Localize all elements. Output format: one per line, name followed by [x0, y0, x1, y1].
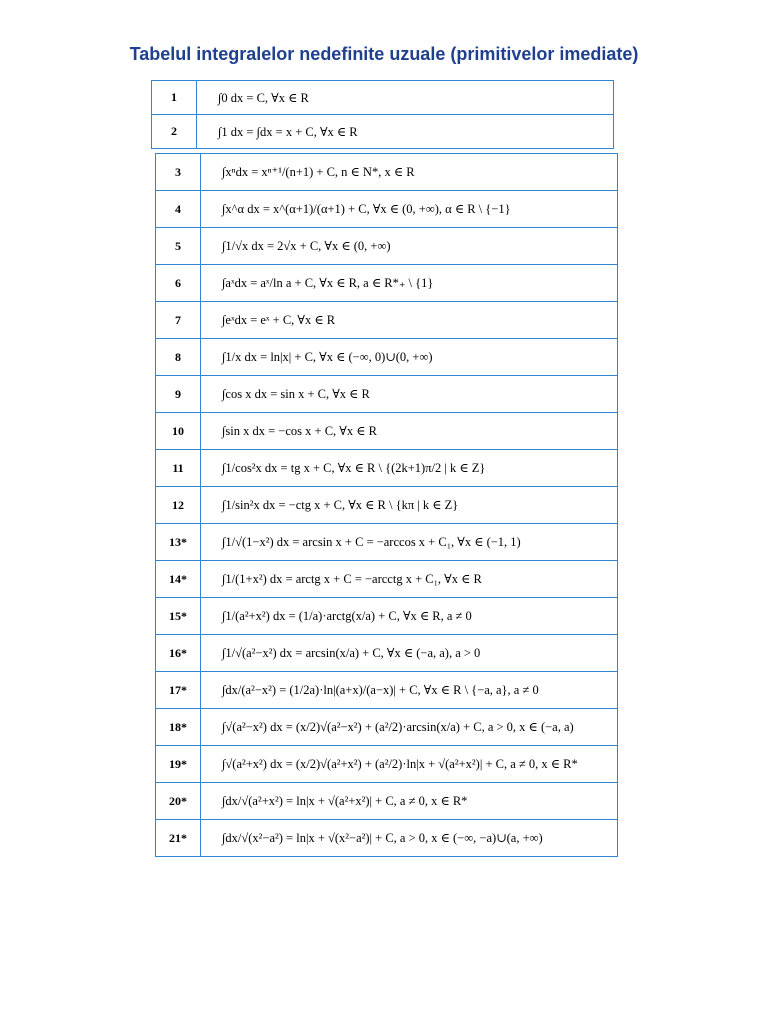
row-number: 19*: [156, 746, 201, 783]
table-row: [156, 635, 618, 672]
table-row: [156, 450, 618, 487]
formula-text: ∫eˣdx = eˣ + C, ∀x ∈ R: [222, 313, 336, 327]
formula-text: ∫1/√(a²−x²) dx = arcsin(x/a) + C, ∀x ∈ (−a, a), a > 0: [222, 646, 481, 660]
integral-formula: [201, 265, 618, 302]
row-number: 8: [156, 339, 201, 376]
integral-formula: [201, 783, 618, 820]
table-row: [156, 783, 618, 820]
integral-formula: [201, 672, 618, 709]
table-row: [156, 672, 618, 709]
row-number: 3: [156, 154, 201, 191]
integral-formula: [201, 450, 618, 487]
integral-formula: [201, 376, 618, 413]
table-row: [156, 524, 618, 561]
row-number: 14*: [156, 561, 201, 598]
row-number: 15*: [156, 598, 201, 635]
formula-text: ∫dx/√(x²−a²) = ln|x + √(x²−a²)| + C, a > 0, x ∈ (−∞, −a)∪(a, +∞): [222, 831, 543, 845]
row-number: 17*: [156, 672, 201, 709]
table-row: [156, 302, 618, 339]
formula-text: ∫√(a²+x²) dx = (x/2)√(a²+x²) + (a²/2)·ln|x + √(a²+x²)| + C, a ≠ 0, x ∈ R*: [222, 757, 578, 771]
formula-text: ∫1/cos²x dx = tg x + C, ∀x ∈ R \ {(2k+1)π/2 | k ∈ Z}: [222, 461, 486, 475]
row-number: 2: [152, 115, 197, 149]
integral-formula: [201, 154, 618, 191]
formula-text: ∫0 dx = C, ∀x ∈ R: [218, 90, 309, 105]
formula-text: ∫1/x dx = ln|x| + C, ∀x ∈ (−∞, 0)∪(0, +∞): [222, 350, 433, 364]
row-number: 13*: [156, 524, 201, 561]
integrals-table-main: [155, 153, 618, 857]
formula-text: ∫aˣdx = aˣ/ln a + C, ∀x ∈ R, a ∈ R*₊ \ {1}: [222, 276, 434, 290]
integral-formula: [201, 228, 618, 265]
table-row: [156, 487, 618, 524]
formula-text: ∫dx/√(a²+x²) = ln|x + √(a²+x²)| + C, a ≠ 0, x ∈ R*: [222, 794, 468, 808]
table-row: [156, 820, 618, 857]
table-row: [156, 598, 618, 635]
table-row: [156, 376, 618, 413]
integral-formula: [201, 635, 618, 672]
row-number: 18*: [156, 709, 201, 746]
row-number: 6: [156, 265, 201, 302]
formula-text: ∫sin x dx = −cos x + C, ∀x ∈ R: [222, 424, 377, 438]
formula-text: ∫1/√x dx = 2√x + C, ∀x ∈ (0, +∞): [222, 239, 391, 253]
table-row: [152, 115, 614, 149]
row-number: 1: [152, 81, 197, 115]
formula-text: ∫1/(1+x²) dx = arctg x + C = −arcctg x + C₁, ∀x ∈ R: [222, 572, 482, 586]
formula-text: ∫cos x dx = sin x + C, ∀x ∈ R: [222, 387, 370, 401]
row-number: 21*: [156, 820, 201, 857]
table-row: [156, 191, 618, 228]
row-number: 7: [156, 302, 201, 339]
row-number: 5: [156, 228, 201, 265]
integral-formula: [201, 820, 618, 857]
formula-text: ∫x^α dx = x^(α+1)/(α+1) + C, ∀x ∈ (0, +∞), α ∈ R \ {−1}: [222, 202, 511, 216]
row-number: 4: [156, 191, 201, 228]
table-row: [156, 561, 618, 598]
row-number: 10: [156, 413, 201, 450]
table-row: [156, 265, 618, 302]
table-row: [156, 746, 618, 783]
formula-text: ∫1/(a²+x²) dx = (1/a)·arctg(x/a) + C, ∀x ∈ R, a ≠ 0: [222, 609, 472, 623]
formula-text: ∫1/√(1−x²) dx = arcsin x + C = −arccos x + C₁, ∀x ∈ (−1, 1): [222, 535, 521, 549]
row-number: 12: [156, 487, 201, 524]
integral-formula: [201, 524, 618, 561]
integral-formula: [201, 339, 618, 376]
integral-formula: [201, 302, 618, 339]
table-row: [156, 413, 618, 450]
integral-formula: [197, 115, 614, 149]
row-number: 9: [156, 376, 201, 413]
integral-formula: [201, 487, 618, 524]
formula-text: ∫1 dx = ∫dx = x + C, ∀x ∈ R: [218, 124, 358, 139]
formula-text: ∫1/sin²x dx = −ctg x + C, ∀x ∈ R \ {kπ | k ∈ Z}: [222, 498, 459, 512]
integrals-table-basic: [151, 80, 614, 149]
row-number: 20*: [156, 783, 201, 820]
formula-text: ∫xⁿdx = xⁿ⁺¹/(n+1) + C, n ∈ N*, x ∈ R: [222, 165, 415, 179]
table-row: [152, 81, 614, 115]
integral-formula: [201, 413, 618, 450]
integral-formula: [201, 709, 618, 746]
formula-text: ∫√(a²−x²) dx = (x/2)√(a²−x²) + (a²/2)·arcsin(x/a) + C, a > 0, x ∈ (−a, a): [222, 720, 574, 734]
integral-formula: [201, 191, 618, 228]
row-number: 16*: [156, 635, 201, 672]
table-row: [156, 154, 618, 191]
integral-formula: [201, 598, 618, 635]
table-row: [156, 228, 618, 265]
integral-formula: [197, 81, 614, 115]
formula-text: ∫dx/(a²−x²) = (1/2a)·ln|(a+x)/(a−x)| + C, ∀x ∈ R \ {−a, a}, a ≠ 0: [222, 683, 539, 697]
integral-formula: [201, 561, 618, 598]
row-number: 11: [156, 450, 201, 487]
table-row: [156, 709, 618, 746]
integral-formula: [201, 746, 618, 783]
page-title: Tabelul integralelor nedefinite uzuale (primitivelor imediate): [129, 44, 639, 64]
table-row: [156, 339, 618, 376]
